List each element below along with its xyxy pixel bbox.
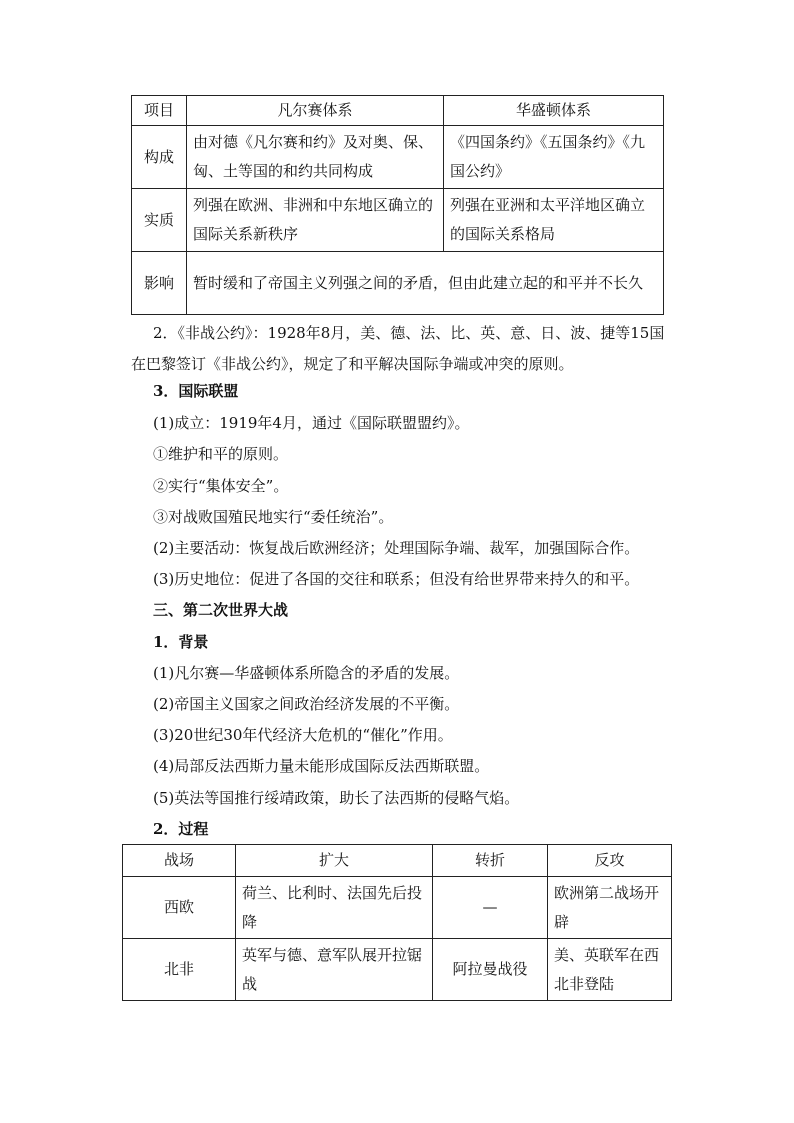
header-cell: 凡尔赛体系 [187,96,444,126]
table-row [132,189,664,252]
table-cell: 由对德《凡尔赛和约》及对奥、保、匈、土等国的和约共同构成 [187,126,444,189]
table-cell: 《四国条约》《五国条约》《九国公约》 [444,126,664,189]
table-row [123,939,672,1001]
list-item: (3)20世纪30年代经济大危机的“催化”作用。 [153,726,453,744]
table-cell: 列强在亚洲和太平洋地区确立的国际关系格局 [444,189,664,252]
header-cell: 扩大 [236,845,433,877]
league-heading: 3．国际联盟 [153,382,239,400]
background-heading: 1．背景 [153,633,209,651]
table-cell: 列强在欧洲、非洲和中东地区确立的国际关系新秩序 [187,189,444,252]
table-cell: 美、英联军在西北非登陆 [548,939,672,1001]
section-heading: 三、第二次世界大战 [153,601,289,619]
header-cell: 战场 [123,845,236,877]
list-item: (2)主要活动：恢复战后欧洲经济；处理国际争端、裁军，加强国际合作。 [153,539,640,557]
list-item: (1)成立：1919年4月，通过《国际联盟盟约》。 [153,414,470,432]
table-cell: 英军与德、意军队展开拉锯战 [236,939,433,1001]
list-item: (4)局部反法西斯力量未能形成国际反法西斯联盟。 [153,757,490,775]
table-row [132,252,664,315]
versailles-washington-table [131,95,664,315]
list-item: (1)凡尔赛—华盛顿体系所隐含的矛盾的发展。 [153,664,460,682]
table-row [123,877,672,939]
table-cell: 荷兰、比利时、法国先后投降 [236,877,433,939]
table-cell: 阿拉曼战役 [433,939,548,1001]
table-cell: — [433,877,548,939]
list-item: (3)历史地位：促进了各国的交往和联系；但没有给世界带来持久的和平。 [153,570,640,588]
header-cell: 转折 [433,845,548,877]
row-label: 北非 [123,939,236,1001]
row-label: 西欧 [123,877,236,939]
list-item: ①维护和平的原则。 [153,445,289,463]
kellogg-briand-paragraph: 2．《非战公约》：1928年8月，美、德、法、比、英、意、日、波、捷等15国在巴黎签订《非战公约》，规定了和平解决国际争端或冲突的原则。 [131,324,665,373]
row-label: 实质 [132,189,187,252]
list-item: ③对战败国殖民地实行“委任统治”。 [153,508,394,526]
table-header-row [132,96,664,126]
list-item: ②实行“集体安全”。 [153,477,289,495]
header-cell: 项目 [132,96,187,126]
header-cell: 反攻 [548,845,672,877]
row-label: 构成 [132,126,187,189]
table-cell: 暂时缓和了帝国主义列强之间的矛盾，但由此建立起的和平并不长久 [187,252,664,315]
row-label: 影响 [132,252,187,315]
process-heading: 2．过程 [153,820,209,838]
list-item: (2)帝国主义国家之间政治经济发展的不平衡。 [153,695,460,713]
table-header-row [123,845,672,877]
list-item: (5)英法等国推行绥靖政策，助长了法西斯的侵略气焰。 [153,789,520,807]
header-cell: 华盛顿体系 [444,96,664,126]
table-cell: 欧洲第二战场开辟 [548,877,672,939]
table-row [132,126,664,189]
ww2-process-table [122,844,672,1001]
